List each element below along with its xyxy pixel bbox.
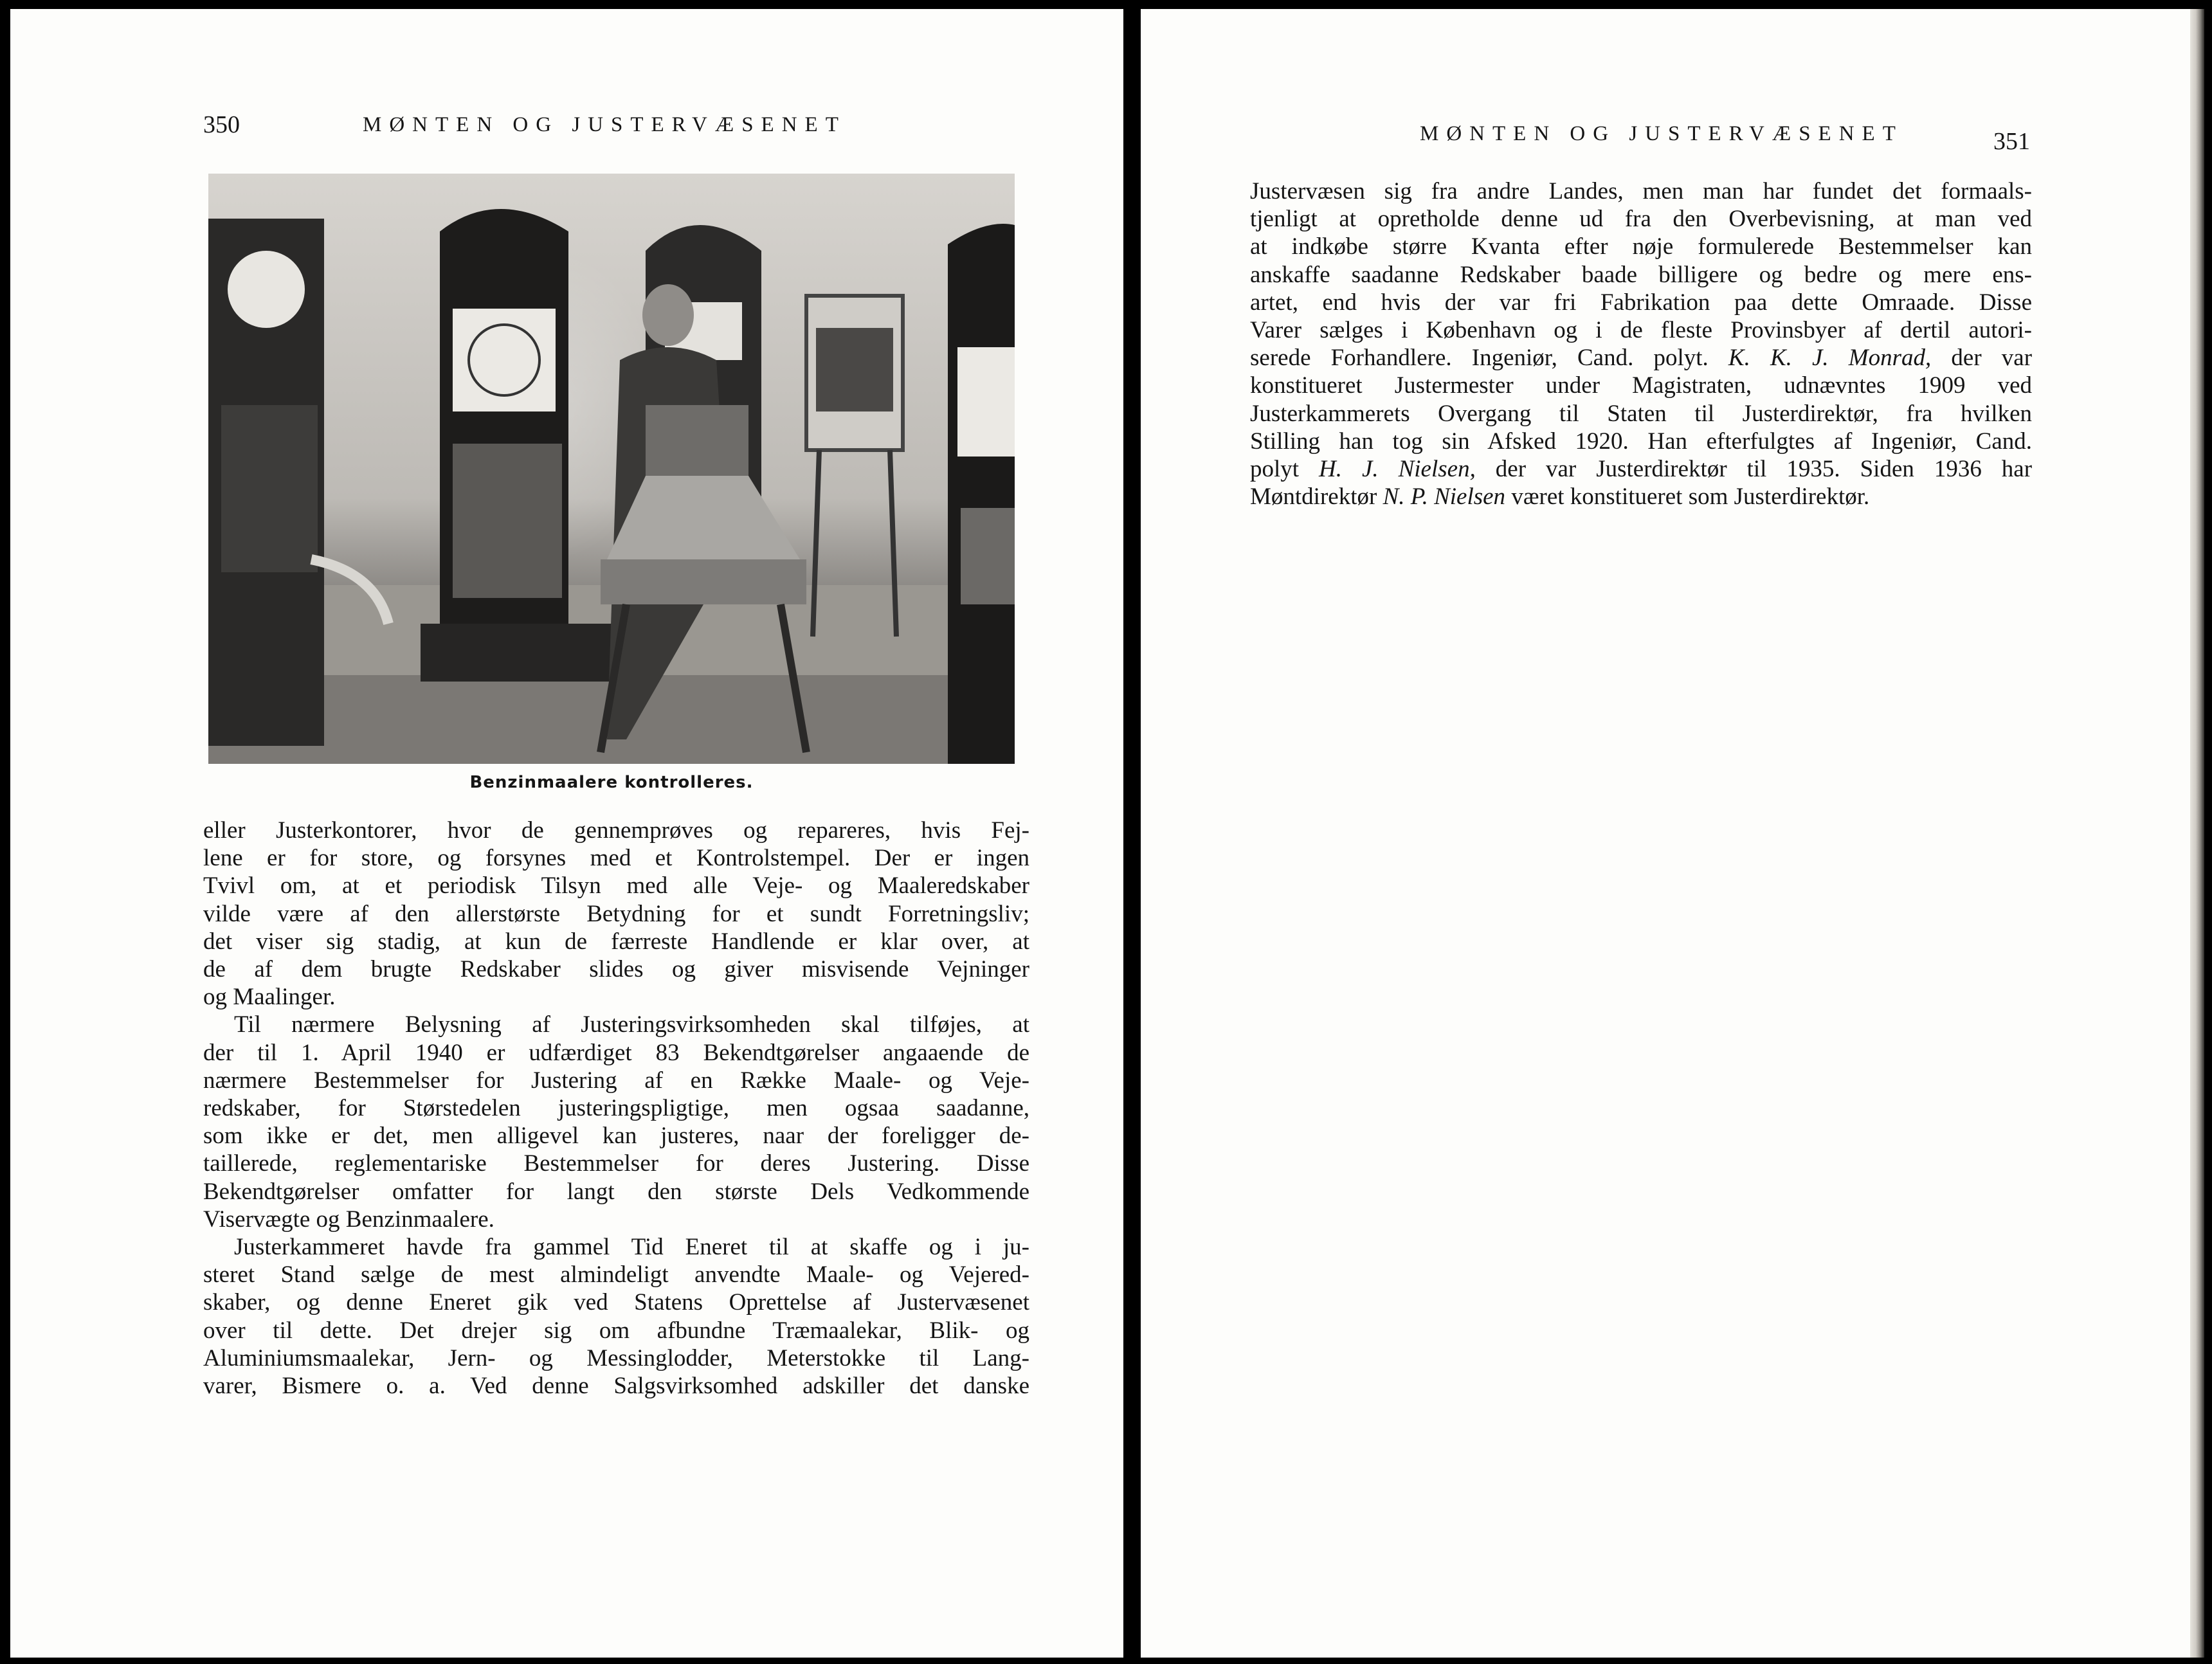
text-line: Justerkammerets Overgang til Staten til Justerdirektør, fra hvilken <box>1250 400 2032 427</box>
page-number: 351 <box>1993 128 2030 155</box>
text-line: det viser sig stadig, at kun de færreste Handlende er klar over, at <box>203 928 1029 955</box>
photo-illustration <box>208 174 1015 764</box>
text-run: der var <box>1951 345 2033 372</box>
text-line: konstitueret Justermester under Magistraten, udnævntes 1909 ved <box>1250 372 2032 399</box>
text-line: nærmere Bestemmelser for Justering af en Række Maale- og Veje- <box>203 1067 1029 1094</box>
text-line: varer, Bismere o. a. Ved denne Salgsvirksomhed adskiller det danske <box>203 1373 1029 1400</box>
text-line: Til nærmere Belysning af Justeringsvirksomheden skal tilføjes, at <box>234 1011 1029 1038</box>
text-line: Varer sælges i København og i de fleste Provinsbyer af dertil autori- <box>1250 317 2032 344</box>
text-run: været konstitueret som Justerdirektør. <box>1511 484 1870 511</box>
person-name: H. J. Nielsen, <box>1319 456 1476 483</box>
text-line: lene er for store, og forsynes med et Kontrolstempel. Der er ingen <box>203 845 1029 872</box>
text-line: de af dem brugte Redskaber slides og giver misvisende Vejninger <box>203 956 1029 983</box>
running-head: MØNTEN OG JUSTERVÆSENET <box>1420 122 1903 145</box>
person-name: N. P. Nielsen <box>1382 484 1506 511</box>
text-line <box>1250 455 2032 483</box>
text-line: Tvivl om, at et periodisk Tilsyn med alle Veje- og Maaleredskaber <box>203 873 1029 900</box>
text-line: artet, end hvis der var fri Fabrikation paa dette Omraade. Disse <box>1250 289 2032 316</box>
left-body-text <box>203 817 1029 1400</box>
right-body-text <box>1250 177 2032 511</box>
text-line: Bekendtgørelser omfatter for langt den største Dels Vedkommende <box>203 1178 1029 1205</box>
text-line: vilde være af den allerstørste Betydning for et sundt Forretningsliv; <box>203 900 1029 927</box>
text-line: redskaber, for Størstedelen justeringspligtige, men ogsaa saadanne, <box>203 1095 1029 1122</box>
text-line: Justerkammeret havde fra gammel Tid Eneret til at skaffe og i ju- <box>234 1234 1029 1261</box>
text-line: Justervæsen sig fra andre Landes, men man har fundet det formaals- <box>1250 178 2032 204</box>
right-page <box>1141 9 2193 1658</box>
text-line: over til dette. Det drejer sig om afbundne Træmaalekar, Blik- og <box>203 1317 1029 1344</box>
text-line: tjenligt at opretholde denne ud fra den Overbevisning, at man ved <box>1250 206 2032 233</box>
text-run: polyt <box>1250 456 1300 483</box>
text-run: der var Justerdirektør til 1935. Siden 1936 har <box>1495 456 2033 483</box>
page-number: 350 <box>203 111 240 138</box>
text-line <box>1250 483 2032 511</box>
text-line: steret Stand sælge de mest almindeligt anvendte Maale- og Vejered- <box>203 1262 1029 1289</box>
running-head: MØNTEN OG JUSTERVÆSENET <box>363 113 846 136</box>
text-line: anskaffe saadanne Redskaber baade billigere og bedre og mere ens- <box>1250 261 2032 288</box>
text-line: Stilling han tog sin Afsked 1920. Han efterfulgtes af Ingeniør, Cand. <box>1250 428 2032 455</box>
book-edge <box>2190 9 2204 1658</box>
text-line: og Maalinger. <box>203 984 336 1011</box>
text-line: eller Justerkontorer, hvor de gennemprøves og repareres, hvis Fej- <box>203 817 1029 844</box>
text-line <box>1250 344 2032 372</box>
text-line: at indkøbe større Kvanta efter nøje formulerede Bestemmelser kan <box>1250 233 2032 260</box>
text-run: Møntdirektør <box>1250 484 1377 511</box>
person-name: K. K. J. Monrad, <box>1728 345 1932 372</box>
text-run: serede Forhandlere. Ingeniør, Cand. polyt. <box>1250 345 1709 372</box>
text-line: Viservægte og Benzinmaalere. <box>203 1206 494 1233</box>
text-line: der til 1. April 1940 er udfærdiget 83 Bekendtgørelser angaaende de <box>203 1039 1029 1066</box>
text-line: som ikke er det, men alligevel kan justeres, naar der foreligger de- <box>203 1123 1029 1150</box>
left-page <box>10 9 1123 1658</box>
text-line: Aluminiumsmaalekar, Jern- og Messinglodder, Meterstokke til Lang- <box>203 1344 1029 1371</box>
photo-benzinmaalere <box>208 174 1015 764</box>
text-line: skaber, og denne Eneret gik ved Statens Oprettelse af Justervæsenet <box>203 1289 1029 1316</box>
figure-caption: Benzinmaalere kontrolleres. <box>469 773 754 792</box>
text-line: taillerede, reglementariske Bestemmelser for deres Justering. Disse <box>203 1150 1029 1177</box>
